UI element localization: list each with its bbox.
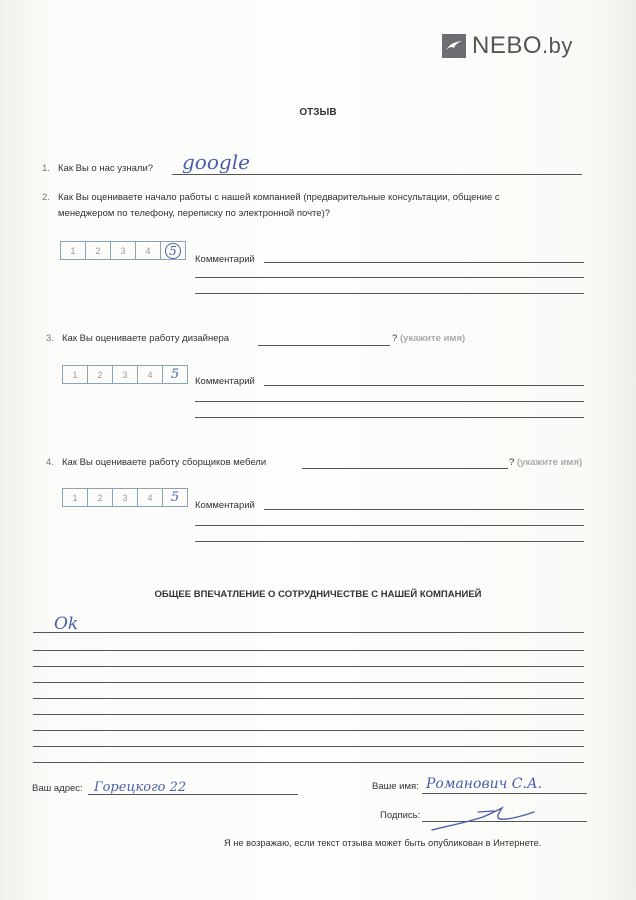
question-3-suffix <box>392 331 465 347</box>
question-number: 3. <box>46 333 54 344</box>
comment-line[interactable] <box>195 525 584 526</box>
answer-line[interactable] <box>33 714 584 715</box>
comment-label: Комментарий <box>195 376 255 387</box>
handwritten-answer[interactable]: google <box>182 150 250 174</box>
question-1 <box>42 161 153 177</box>
comment-line[interactable] <box>264 385 584 386</box>
question-2-line-2: менеджером по телефону, переписку по электронной почте)? <box>58 208 331 219</box>
signature-label: Подпись: <box>380 810 421 821</box>
circled-mark: 5 <box>165 243 181 259</box>
answer-line[interactable] <box>33 730 584 731</box>
comment-label: Комментарий <box>195 500 255 511</box>
question-number: 4. <box>46 457 54 468</box>
nebo-logo <box>442 32 573 60</box>
logo-domain: .by <box>542 33 573 58</box>
question-text: Как Вы оцениваете работу дизайнера <box>62 333 230 344</box>
publication-consent: Я не возражаю, если текст отзыва может быть опубликован в Интернете. <box>224 838 542 848</box>
question-number: 2. <box>42 192 50 203</box>
name-line[interactable] <box>258 345 390 346</box>
comment-line[interactable] <box>195 417 584 418</box>
rating-3[interactable]: 3 <box>111 242 136 259</box>
rating-scale-q3[interactable] <box>62 365 188 384</box>
question-text-line-1: Как Вы оцениваете начало работы с нашей компанией (предварительные консультации, общение с <box>58 192 500 203</box>
rating-2[interactable]: 2 <box>88 489 113 506</box>
rating-2[interactable]: 2 <box>86 242 111 259</box>
rating-5[interactable] <box>163 489 187 506</box>
answer-line[interactable] <box>33 632 584 633</box>
bird-icon <box>442 34 466 58</box>
rating-3[interactable]: 3 <box>113 366 138 383</box>
handwritten-name[interactable]: Романович С.А. <box>426 776 542 792</box>
question-text: Как Вы о нас узнали? <box>58 163 154 174</box>
answer-line <box>172 174 582 175</box>
logo-word: NEBO <box>472 32 543 59</box>
handwritten-overall[interactable]: Ok <box>54 614 79 634</box>
rating-3[interactable]: 3 <box>113 489 138 506</box>
answer-line[interactable] <box>33 650 584 651</box>
name-label: Ваше имя: <box>372 781 419 792</box>
question-text: Как Вы оцениваете работу сборщиков мебели <box>62 457 267 468</box>
rating-scale-q2[interactable] <box>60 241 186 260</box>
answer-line[interactable] <box>33 666 584 667</box>
rating-4[interactable]: 4 <box>136 242 161 259</box>
rating-5[interactable] <box>163 366 187 383</box>
comment-line[interactable] <box>264 509 584 510</box>
rating-1[interactable]: 1 <box>61 242 86 259</box>
question-mark: ? <box>509 457 515 468</box>
address-label: Ваш адрес: <box>32 783 83 794</box>
handwritten-address[interactable]: Горецкого 22 <box>94 780 187 795</box>
page-title: ОТЗЫВ <box>299 107 337 118</box>
rating-1[interactable]: 1 <box>63 489 88 506</box>
name-line[interactable] <box>422 793 587 794</box>
rating-scale-q4[interactable] <box>62 488 188 507</box>
handwritten-signature <box>428 802 538 836</box>
name-hint: (укажите имя) <box>516 457 583 468</box>
answer-line[interactable] <box>33 746 584 747</box>
overall-section-title: ОБЩЕЕ ВПЕЧАТЛЕНИЕ О СОТРУДНИЧЕСТВЕ С НАШЕЙ КОМПАНИЕЙ <box>154 589 482 600</box>
comment-line[interactable] <box>195 401 584 402</box>
question-4 <box>46 455 266 471</box>
comment-line[interactable] <box>195 277 584 278</box>
question-2 <box>42 190 500 206</box>
comment-line[interactable] <box>195 541 584 542</box>
handwritten-mark: 5 <box>170 490 180 505</box>
question-4-suffix <box>509 455 582 471</box>
question-number: 1. <box>42 163 50 174</box>
logo-text <box>472 32 573 60</box>
question-3 <box>46 331 229 347</box>
name-line[interactable] <box>302 468 508 469</box>
answer-line[interactable] <box>33 682 584 683</box>
answer-line[interactable] <box>33 762 584 763</box>
handwritten-mark: 5 <box>170 367 180 382</box>
comment-label: Комментарий <box>195 254 255 265</box>
comment-line[interactable] <box>264 262 584 263</box>
question-mark: ? <box>392 333 398 344</box>
rating-1[interactable]: 1 <box>63 366 88 383</box>
rating-4[interactable]: 4 <box>138 489 163 506</box>
answer-line[interactable] <box>33 698 584 699</box>
rating-2[interactable]: 2 <box>88 366 113 383</box>
rating-4[interactable]: 4 <box>138 366 163 383</box>
comment-line[interactable] <box>195 293 584 294</box>
name-hint: (укажите имя) <box>399 333 466 344</box>
rating-5[interactable] <box>161 242 185 259</box>
